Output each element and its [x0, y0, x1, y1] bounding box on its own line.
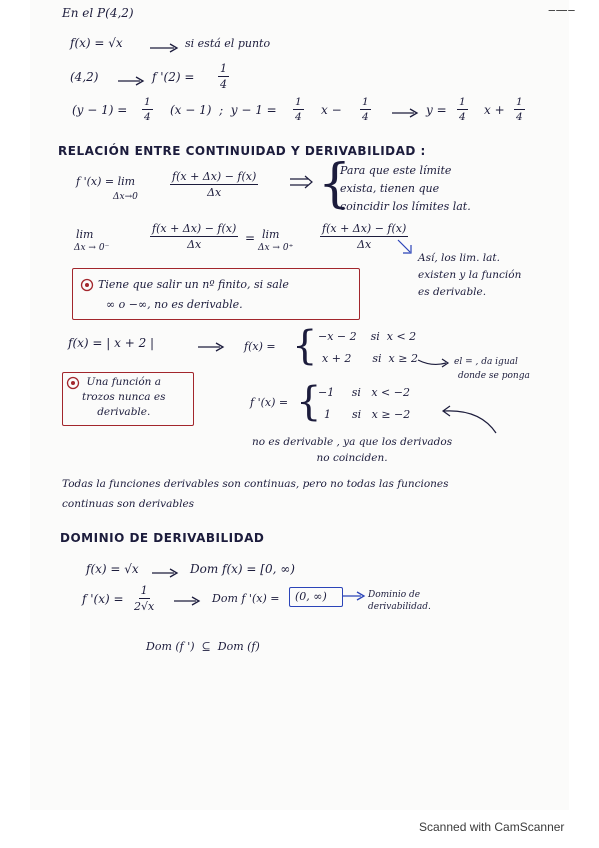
box-line: Tiene que salir un nº finito, si sale	[98, 278, 289, 291]
highlight-marker-icon	[80, 278, 94, 292]
piece-two: x + 2 si x ≥ 2	[322, 352, 418, 365]
corner-mark: ‒—‒	[548, 3, 576, 17]
limit-subscript: Δx→0	[113, 192, 138, 202]
tangent-frac1: $\frac{1}{4}$	[144, 96, 151, 123]
sqrt-function: f(x) = √x	[86, 562, 139, 576]
tangent-frac3: $\frac{1}{4}$	[362, 96, 369, 123]
not-derivable-conclusion	[252, 434, 452, 466]
domain-fprime-value: (0, ∞)	[295, 590, 327, 603]
tangent-part1: (y − 1) =	[72, 103, 128, 117]
difference-quotient: $\frac{f(x + \Delta x) - f(x)}{\Delta x}$	[172, 170, 257, 199]
piece-one: −x − 2 si x < 2	[318, 330, 417, 343]
tangent-part4: y =	[426, 103, 447, 117]
brace-icon: {	[318, 154, 352, 214]
note-line: no coinciden.	[316, 452, 388, 464]
equality-note	[454, 355, 530, 383]
note-line: donde se ponga	[458, 371, 530, 381]
tangent-part5: x +	[484, 103, 505, 117]
right-limit-subscript: Δx → 0⁺	[258, 243, 294, 253]
brace-icon: {	[296, 379, 322, 425]
derivative-piece-one: −1 si x < −2	[318, 386, 410, 399]
left-quotient: $\frac{f(x + \Delta x) - f(x)}{\Delta x}$	[152, 222, 237, 251]
note-line: existen y la función	[418, 269, 522, 281]
arrow-icon	[174, 597, 204, 605]
finite-limit-text	[98, 275, 289, 315]
note-line: el = , da igual	[454, 357, 518, 367]
note-line: Dominio de	[368, 590, 421, 600]
note-line: es derivable.	[418, 286, 487, 298]
summary-line: Todas la funciones derivables son continuas, pero no todas las funciones	[62, 478, 449, 490]
function-def: f(x) = √x	[70, 36, 123, 50]
left-limit-subscript: Δx → 0⁻	[74, 243, 110, 253]
arrow-icon	[343, 592, 369, 600]
derivative-value: $\frac{1}{4}$	[220, 62, 227, 91]
implies-icon	[290, 176, 316, 188]
tangent-frac5: $\frac{1}{4}$	[516, 96, 523, 123]
tangent-frac4: $\frac{1}{4}$	[459, 96, 466, 123]
note-line: Así, los lim. lat.	[418, 252, 500, 264]
abs-function: f(x) = | x + 2 |	[68, 336, 155, 350]
sqrt-derivative-fraction: $\frac{1}{2√x}$	[134, 584, 155, 613]
brace-icon: {	[292, 323, 318, 369]
right-limit: lim	[262, 228, 280, 241]
tangent-part3: x −	[321, 103, 342, 117]
right-quotient: $\frac{f(x + \Delta x) - f(x)}{\Delta x}$	[322, 222, 407, 251]
point-heading: En el P(4,2)	[62, 6, 134, 20]
domain-fprime-label: Dom f '(x) =	[212, 592, 280, 605]
section-heading-continuity: RELACIÓN ENTRE CONTINUIDAD Y DERIVABILIDAD :	[58, 144, 426, 158]
box-line: trozos nunca es	[82, 391, 166, 403]
lateral-limits-note	[418, 250, 521, 301]
derivative-at-point: f '(2) =	[152, 70, 195, 84]
derivative-piecewise-lhs: f '(x) =	[250, 396, 289, 409]
arrow-icon	[418, 357, 450, 367]
domain-f: Dom f(x) = [0, ∞)	[190, 562, 295, 576]
derivability-domain-label	[368, 589, 431, 613]
summary-line: continuas son derivables	[62, 498, 195, 510]
arrow-icon	[198, 343, 228, 351]
section-heading-domain: DOMINIO DE DERIVABILIDAD	[60, 531, 265, 545]
note-line: coincidir los límites lat.	[340, 200, 471, 213]
arrow-icon	[396, 238, 416, 258]
note-line: exista, tienen que	[340, 182, 440, 195]
sqrt-derivative-lhs: f '(x) =	[82, 592, 124, 606]
arrow-icon	[118, 77, 148, 85]
box-line: derivable.	[97, 406, 151, 418]
tangent-part2: (x − 1) ; y − 1 =	[170, 103, 277, 117]
domain-inclusion: Dom (f ') ⊆ Dom (f)	[146, 640, 260, 653]
arrow-icon	[150, 44, 180, 52]
arrow-icon	[440, 403, 500, 437]
point-label: (4,2)	[70, 70, 99, 84]
function-note: si está el punto	[185, 37, 271, 50]
derivative-definition-lhs: f '(x) = lim	[76, 175, 136, 188]
summary-statement	[62, 474, 449, 514]
piecewise-note	[82, 375, 166, 420]
equals-sign: =	[245, 231, 256, 245]
tangent-frac2: $\frac{1}{4}$	[295, 96, 302, 123]
note-line: no es derivable , ya que los derivados	[252, 436, 453, 448]
scanner-watermark: Scanned with CamScanner	[419, 820, 565, 834]
derivative-piece-two: 1 si x ≥ −2	[324, 408, 411, 421]
arrow-icon	[392, 109, 422, 117]
left-limit: lim	[76, 228, 94, 241]
note-line: Para que este límite	[340, 164, 452, 177]
note-line: derivabilidad.	[368, 602, 431, 612]
highlight-marker-icon	[66, 376, 80, 390]
box-line: Una función a	[86, 376, 162, 388]
box-line: ∞ o −∞, no es derivable.	[106, 298, 243, 311]
piecewise-lhs: f(x) =	[244, 340, 276, 353]
arrow-icon	[152, 569, 182, 577]
limit-condition-note	[340, 162, 471, 216]
